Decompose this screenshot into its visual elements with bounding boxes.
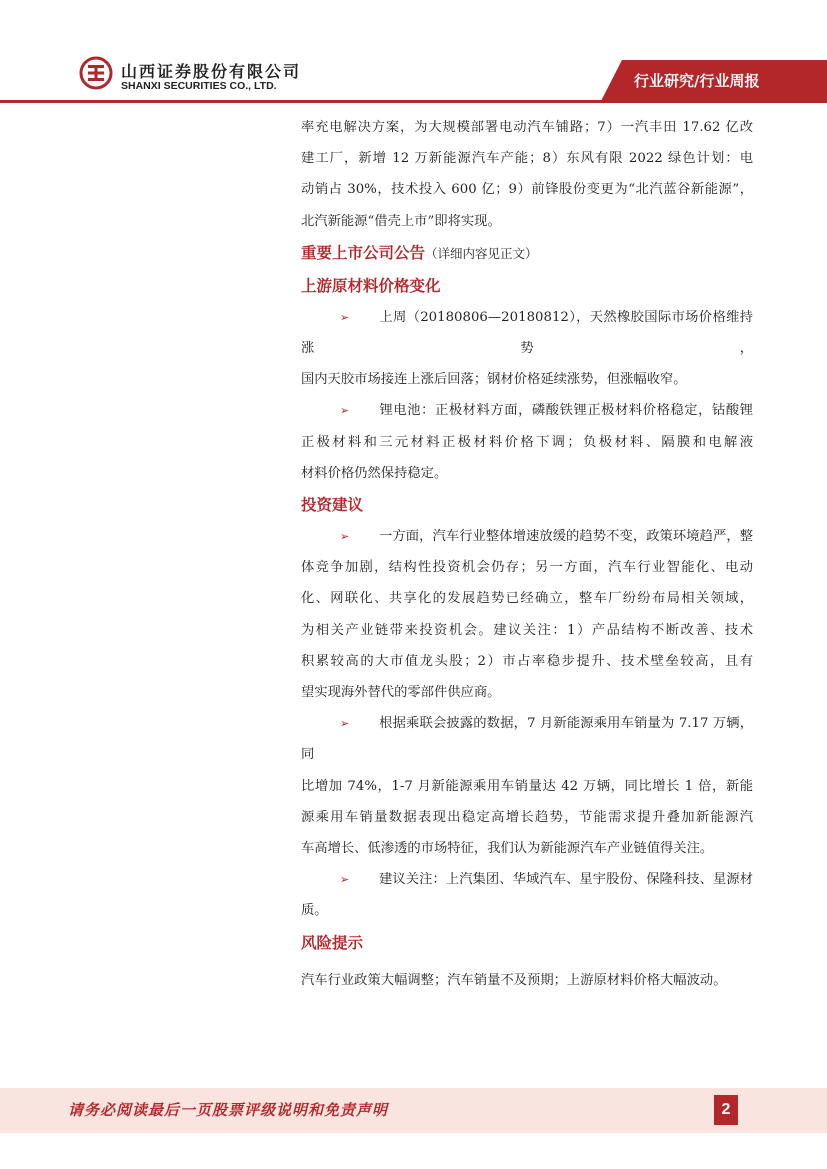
bullet-line: 化、网联化、共享化的发展趋势已经确立，整车厂纷纷布局相关领域， [301,591,753,607]
bullet-line: 建议关注：上汽集团、华域汽车、星宇股份、保隆科技、星源材 [379,872,753,888]
bullet-line: 一方面，汽车行业整体增速放缓的趋势不变，政策环境趋严，整 [379,529,753,545]
bullet-paragraph [301,864,753,895]
announcements-note: （详细内容见正文） [425,245,538,261]
bullet-paragraph [301,395,753,426]
company-logo-icon [79,56,113,90]
arrow-bullet-icon: ➢ [340,310,350,324]
materials-heading: 上游原材料价格变化 [301,276,441,295]
intro-line: 动销占 30%，技术投入 600 亿；9）前锋股份变更为“北汽蓝谷新能源”， [301,182,753,198]
bullet-line: 积累较高的大市值龙头股；2）市占率稳步提升、技术壁垒较高，且有 [301,653,753,669]
risk-text: 汽车行业政策大幅调整；汽车销量不及预期；上游原材料价格大幅波动。 [301,972,727,988]
bullet-line: 国内天胶市场接连上涨后回落；钢材价格延续涨势，但涨幅收窄。 [301,372,687,388]
intro-line: 率充电解决方案，为大规模部署电动汽车铺路；7）一汽丰田 17.62 亿改 [301,120,753,135]
arrow-bullet-icon: ➢ [340,404,350,418]
bullet-line: 体竞争加剧，结构性投资机会仍存；另一方面，汽车行业智能化、电动 [301,560,753,576]
arrow-bullet-icon: ➢ [340,717,350,731]
bullet-line: 车高增长、低渗透的市场特征，我们认为新能源汽车产业链值得关注。 [301,841,714,857]
bullet-line: 源乘用车销量数据表现出稳定高增长趋势，节能需求提升叠加新能源汽 [301,809,753,825]
bullet-line: 质。 [301,903,328,919]
bullet-paragraph [301,302,753,364]
bullet-line: 上周（20180806—20180812），天然橡胶国际市场价格维持涨势， [301,309,753,357]
bullet-paragraph [301,708,753,770]
bullet-line: 望实现海外替代的零部件供应商。 [301,685,501,701]
arrow-bullet-icon: ➢ [340,873,350,887]
intro-line: 建工厂，新增 12 万新能源汽车产能；8）东风有限 2022 绿色计划：电 [301,151,753,167]
bullet-line: 为相关产业链带来投资机会。建议关注：1）产品结构不断改善、技术 [301,622,753,638]
bullet-line: 比增加 74%，1-7 月新能源乘用车销量达 42 万辆，同比增长 1 倍，新能 [301,778,753,794]
investment-heading: 投资建议 [301,496,364,515]
company-name-en: SHANXI SECURITIES CO., LTD. [121,80,277,92]
bullet-line: 根据乘联会披露的数据，7 月新能源乘用车销量为 7.17 万辆，同 [301,716,753,763]
arrow-bullet-icon: ➢ [340,530,350,544]
bullet-line: 材料价格仍然保持稳定。 [301,465,448,481]
company-name-cn: 山西证券股份有限公司 [121,62,302,81]
announcements-heading [301,237,753,270]
intro-line: 北汽新能源“借壳上市”即将实现。 [301,213,501,229]
risk-heading: 风险提示 [301,933,364,952]
footer-disclaimer: 请务必阅读最后一页股票评级说明和免责声明 [68,1101,389,1119]
bullet-line: 锂电池：正极材料方面，磷酸铁锂正极材料价格稳定，钴酸锂 [379,403,753,419]
page-number: 2 [714,1095,738,1125]
bullet-paragraph [301,521,753,552]
announcements-title: 重要上市公司公告 [301,243,426,262]
section-label: 行业研究/行业周报 [634,72,760,90]
page-header [0,0,827,108]
report-body [301,112,753,996]
bullet-line: 正极材料和三元材料正极材料价格下调；负极材料、隔膜和电解液 [301,434,753,450]
